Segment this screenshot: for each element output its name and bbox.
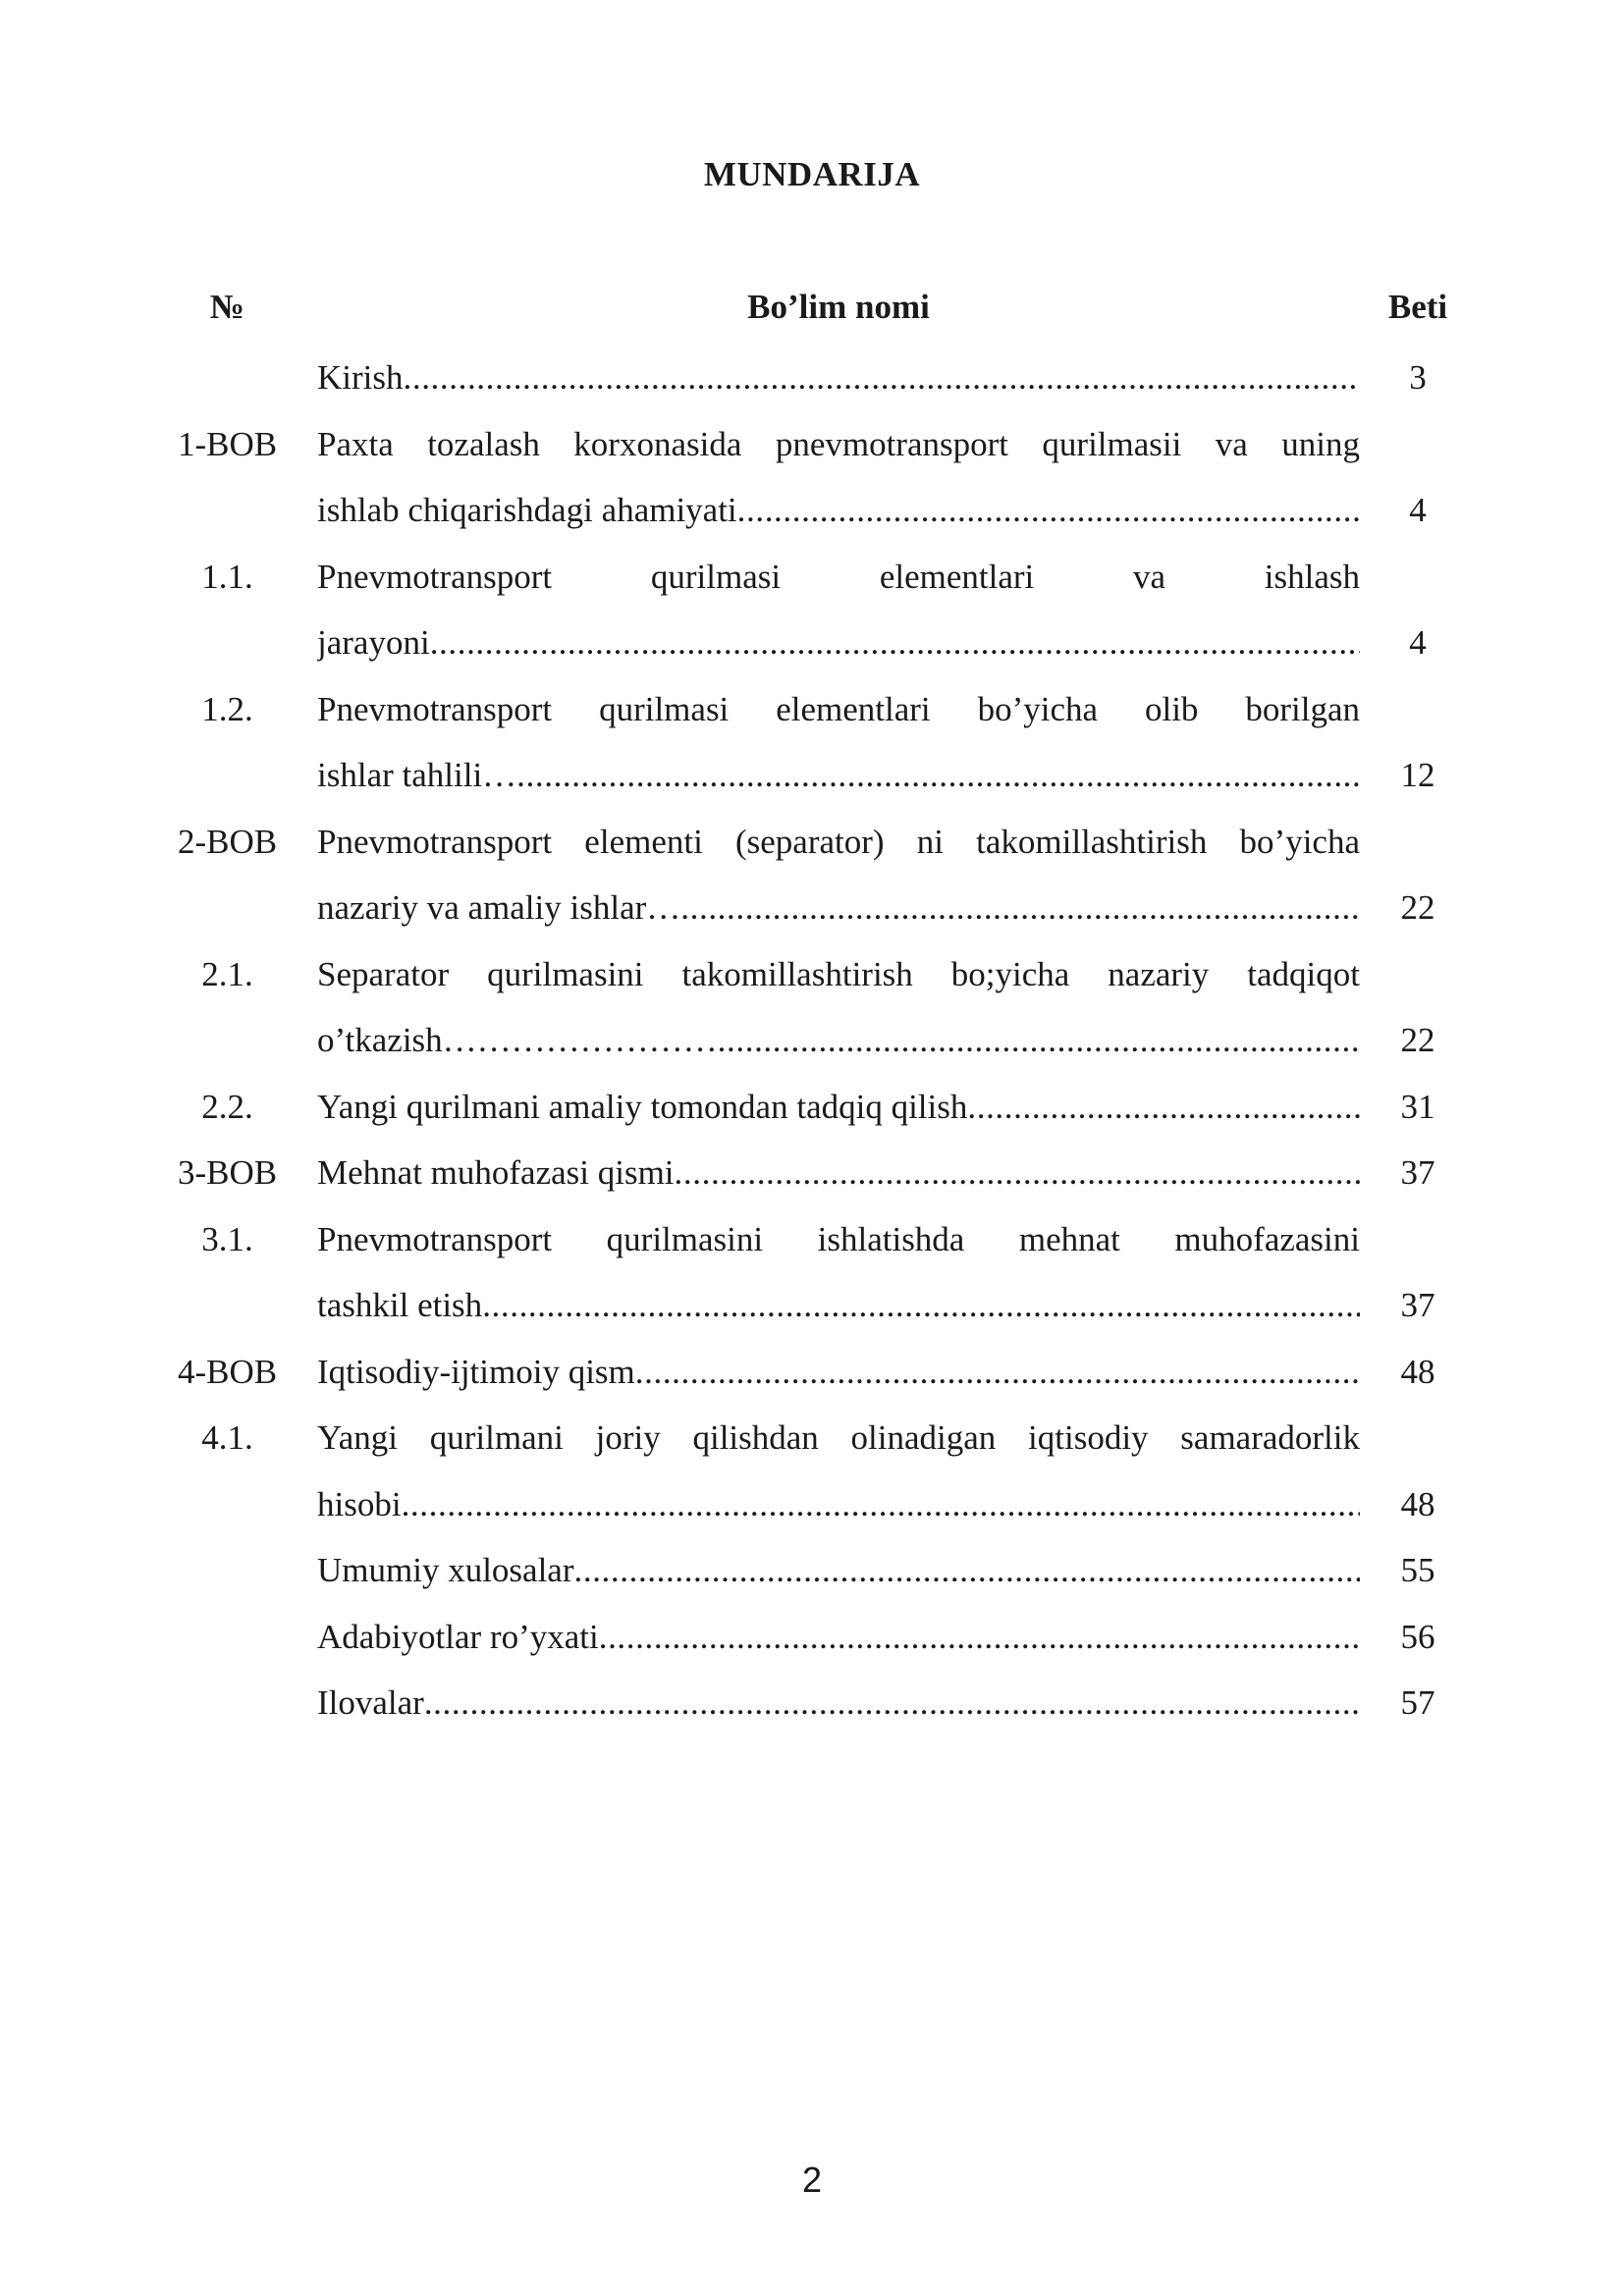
entry-title-text: Mehnat muhofazasi qismi [317,1153,675,1192]
entry-title-line-with-leader [317,1339,1360,1406]
toc-header [160,282,1476,345]
entry-title-line-with-leader [317,1471,1360,1538]
entry-page-number: 4 [1409,491,1427,529]
entry-title [317,1670,1360,1736]
entry-number: 1.2. [201,689,253,728]
entry-title-text: Paxta tozalash korxonasida pnevmotransport qurilmasii va uning [317,424,1360,463]
entry-title-text: Kirish [317,358,404,397]
entry-title [317,1405,1360,1537]
entry-title-text: o’tkazish…………………… [317,1021,718,1059]
toc-body [160,345,1476,1736]
page-number: 2 [801,2160,823,2200]
entry-page-number: 57 [1400,1683,1435,1722]
entry-title [317,345,1360,411]
toc-entry [160,1604,1476,1671]
toc-entry [160,1537,1476,1604]
entry-title-line-with-leader [317,1007,1360,1074]
entry-number: 4-BOB [177,1352,278,1391]
entry-title [317,544,1360,676]
entry-title-text: ishlar tahlili… [317,756,517,794]
toc-entry [160,941,1476,1074]
entry-title-text: Yangi qurilmani amaliy tomondan tadqiq qilish [317,1087,968,1126]
entry-number: 2.2. [201,1087,253,1126]
entry-title-line-with-leader [317,1140,1360,1206]
entry-page-number: 48 [1400,1352,1435,1391]
entry-title-line-with-leader [317,1537,1360,1604]
entry-title-text: Pnevmotransport qurilmasi elementlari va ishlash [317,557,1360,596]
toc-entry [160,1206,1476,1339]
column-header-number: № [209,288,245,326]
entry-page-number: 56 [1400,1617,1435,1656]
entry-title [317,1140,1360,1206]
entry-title-line-with-leader [317,1074,1360,1141]
entry-title [317,1206,1360,1339]
entry-title-line-with-leader [317,1604,1360,1671]
toc-entry [160,809,1476,941]
entry-title-line-with-leader [317,875,1360,941]
entry-title [317,1537,1360,1604]
entry-title-line [317,1206,1360,1273]
entry-title-text: Yangi qurilmani joriy qilishdan olinadigan iqtisodiy samaradorlik [317,1418,1360,1457]
toc-entry [160,1140,1476,1206]
entry-page-number: 3 [1409,358,1427,397]
entry-page-number: 31 [1400,1087,1435,1126]
entry-title-line-with-leader [317,610,1360,676]
toc-entry [160,676,1476,809]
entry-title-line-with-leader [317,477,1360,544]
entry-title-text: Pnevmotransport elementi (separator) ni takomillashtirish bo’yicha [317,822,1360,861]
entry-page-number: 37 [1400,1286,1435,1324]
entry-page-number: 22 [1400,1021,1435,1059]
entry-title [317,1604,1360,1671]
table-of-contents [160,282,1476,1736]
entry-title-line-with-leader [317,1670,1360,1736]
entry-title-text: Adabiyotlar ro’yxati [317,1617,599,1656]
entry-title-line [317,1405,1360,1471]
entry-title [317,411,1360,544]
entry-title-text: Pnevmotransport qurilmasini ishlatishda mehnat muhofazasini [317,1219,1360,1258]
toc-entry [160,1339,1476,1406]
entry-number: 2-BOB [177,822,278,861]
entry-title-text: Iqtisodiy-ijtimoiy qism [317,1352,635,1391]
entry-title-text: nazariy va amaliy ishlar… [317,888,681,927]
entry-title [317,941,1360,1074]
entry-number: 3.1. [201,1219,253,1258]
toc-entry [160,1405,1476,1537]
entry-title-line-with-leader [317,345,1360,411]
entry-page-number: 48 [1400,1484,1435,1523]
entry-title [317,1339,1360,1406]
toc-entry [160,1670,1476,1736]
toc-entry [160,345,1476,411]
entry-title-text: jarayoni [317,623,430,662]
entry-number: 3-BOB [177,1153,278,1192]
entry-title [317,1074,1360,1141]
toc-entry [160,1074,1476,1141]
entry-title-text: Ilovalar [317,1683,424,1722]
entry-title-text: hisobi [317,1484,402,1523]
entry-title-line [317,411,1360,478]
entry-number: 1.1. [201,557,253,596]
entry-title-text: tashkil etish [317,1286,483,1324]
column-header-page: Beti [1387,288,1448,326]
entry-number: 2.1. [201,954,253,993]
entry-page-number: 22 [1400,888,1435,927]
entry-title [317,676,1360,809]
entry-page-number: 4 [1409,623,1427,662]
entry-title-text: ishlab chiqarishdagi ahamiyati [317,491,737,529]
entry-title-line [317,544,1360,611]
entry-title-line-with-leader [317,742,1360,809]
entry-title [317,809,1360,941]
entry-title-line [317,941,1360,1008]
entry-title-line [317,809,1360,876]
entry-title-text: Umumiy xulosalar [317,1551,574,1589]
entry-page-number: 12 [1400,756,1435,794]
entry-title-line [317,676,1360,743]
entry-title-text: Pnevmotransport qurilmasi elementlari bo’yicha olib borilgan [317,689,1360,728]
toc-entry [160,544,1476,676]
entry-number: 4.1. [201,1418,253,1457]
column-header-section: Bo’lim nomi [747,288,930,326]
page-title: MUNDARIJA [703,155,921,193]
toc-entry [160,411,1476,544]
entry-title-text: Separator qurilmasini takomillashtirish bo;yicha nazariy tadqiqot [317,954,1360,993]
entry-page-number: 37 [1400,1153,1435,1192]
entry-number: 1-BOB [177,424,278,463]
entry-page-number: 55 [1400,1551,1435,1589]
entry-title-line-with-leader [317,1272,1360,1339]
